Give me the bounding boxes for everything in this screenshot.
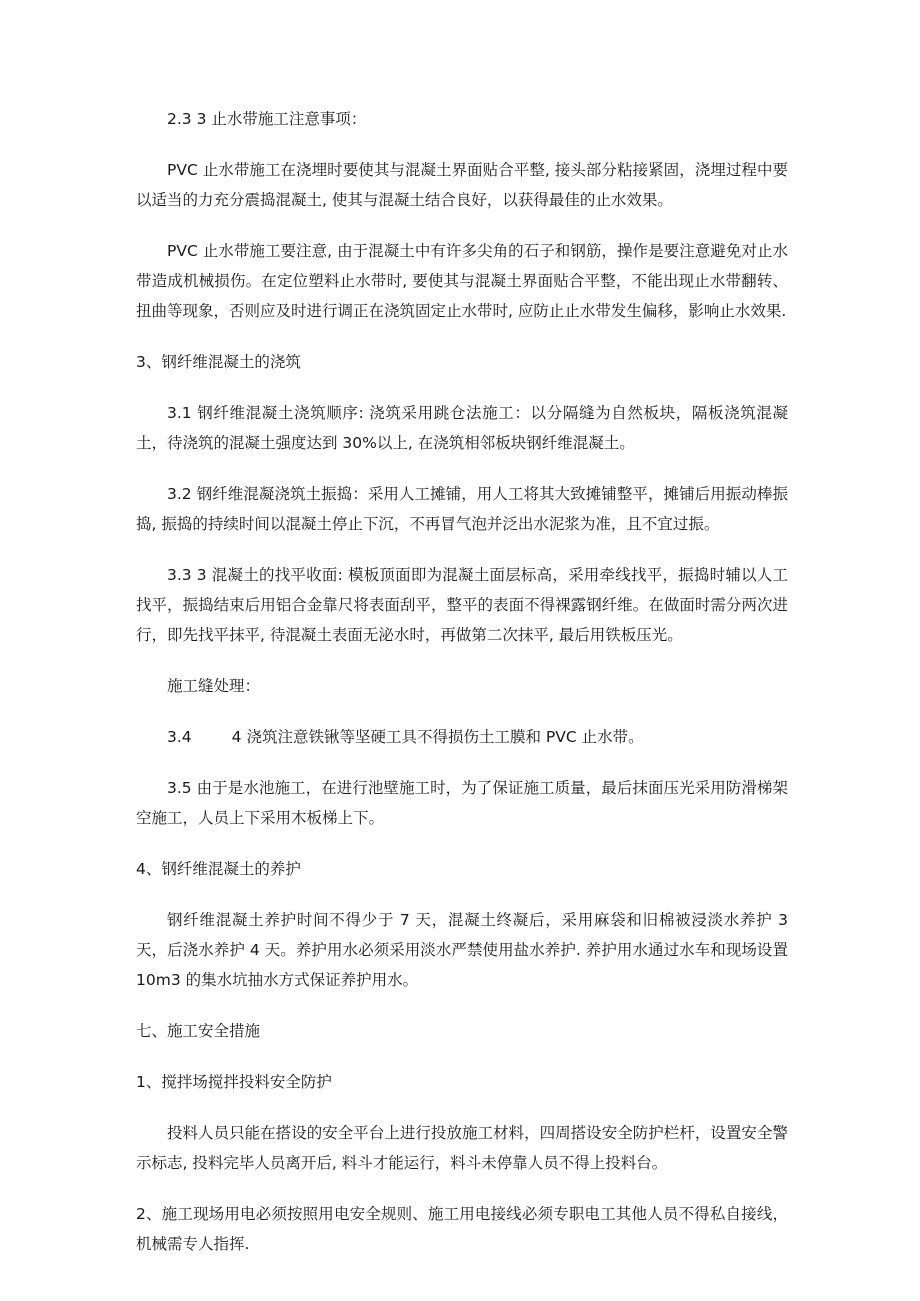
- paragraph-joint-treatment: 施工缝处理：: [167, 677, 261, 695]
- paragraph-3-4-number: 3.4: [167, 728, 192, 746]
- paragraph-3-5: 3.5 由于是水池施工，在进行池壁施工时，为了保证施工质量，最后抹面压光采用防滑梯架空施工，人员上下采用木板梯上下。: [136, 779, 788, 827]
- paragraph-3-3-3: 3.3 3 混凝土的找平收面: 模板顶面即为混凝土面层标高，采用牵线找平，振捣时辅以人工找平，振捣结束后用铝合金靠尺将表面刮平，整平的表面不得裸露钢纤维。在做面时需分两次进行，即先找平抹平, 待混凝土表面无泌水时，再做第二次抹平, 最后用铁板压光。: [136, 566, 788, 644]
- paragraph-3-1: 3.1 钢纤维混凝土浇筑顺序: 浇筑采用跳仓法施工：以分隔缝为自然板块，隔板浇筑混凝土，待浇筑的混凝土强度达到 30%以上, 在浇筑相邻板块钢纤维混凝土。: [136, 404, 788, 452]
- section-heading-7-1: 1、搅拌场搅拌投料安全防护: [136, 1073, 332, 1091]
- paragraph-feeding-safety: 投料人员只能在搭设的安全平台上进行投放施工材料，四周搭设安全防护栏杆，设置安全警示标志, 投料完毕人员离开后, 料斗才能运行，料斗未停靠人员不得上投料台。: [136, 1124, 788, 1172]
- paragraph-3-4-text: 4 浇筑注意铁锹等坚硬工具不得损伤土工膜和 PVC 止水带。: [231, 728, 644, 746]
- paragraph-pvc-caution: PVC 止水带施工要注意, 由于混凝土中有许多尖角的石子和钢筋，操作是要注意避免对止水带造成机械损伤。在定位塑料止水带时, 要使其与混凝土界面贴合平整，不能出现止水带翻转、扭曲等现象，否则应及时进行调正在浇筑固定止水带时, 应防止止水带发生偏移，影响止水效果.: [136, 242, 788, 320]
- paragraph-pvc-pouring: PVC 止水带施工在浇埋时要使其与混凝土界面贴合平整, 接头部分粘接紧固，浇埋过程中要以适当的力充分震捣混凝土, 使其与混凝土结合良好，以获得最佳的止水效果。: [136, 161, 788, 209]
- paragraph-curing: 钢纤维混凝土养护时间不得少于 7 天，混凝土终凝后，采用麻袋和旧棉被浸淡水养护 3 天，后浇水养护 4 天。养护用水必须采用淡水严禁使用盐水养护. 养护用水通过水车和现场设置 10m3 的集水坑抽水方式保证养护用水。: [136, 911, 788, 989]
- document-page: [136, 104, 788, 1280]
- section-heading-4: 4、钢纤维混凝土的养护: [136, 860, 301, 878]
- section-heading-3: 3、钢纤维混凝土的浇筑: [136, 353, 301, 371]
- paragraph-3-4: [136, 722, 788, 752]
- subsection-heading-2-3-3: 2.3 3 止水带施工注意事项：: [167, 110, 367, 128]
- paragraph-7-2-electric: 2、施工现场用电必须按照用电安全规则、施工用电接线必须专职电工其他人员不得私自接线，机械需专人指挥.: [136, 1205, 788, 1253]
- paragraph-3-2: 3.2 钢纤维混凝浇筑土振捣：采用人工摊铺，用人工将其大致摊铺整平，摊铺后用振动棒振捣, 振捣的持续时间以混凝土停止下沉，不再冒气泡并泛出水泥浆为准，且不宜过振。: [136, 485, 788, 533]
- chapter-heading-7: 七、施工安全措施: [136, 1022, 261, 1040]
